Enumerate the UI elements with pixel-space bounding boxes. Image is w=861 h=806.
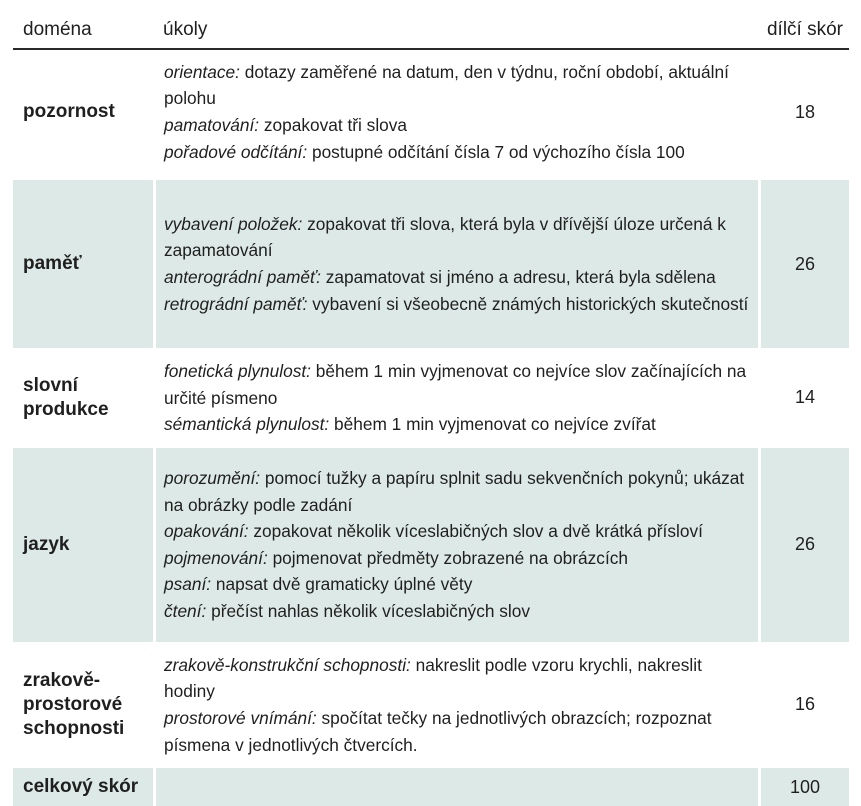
task-label: prostorové vnímání: [164,707,317,728]
task-item [164,705,752,758]
task-item [164,59,752,112]
task-label: čtení: [164,600,207,621]
task-description: během 1 min vyjmenovat co nejvíce slov začínajících na určité písmeno [164,361,747,408]
task-label: anterográdní paměť: [164,267,321,287]
task-item [164,545,752,572]
header-tasks: úkoly [153,12,761,50]
task-item [164,291,752,318]
total-label: celkový skór [13,768,153,806]
task-description: dotazy zaměřené na datum, den v týdnu, roční období, aktuální polohu [164,61,729,109]
task-label: sémantická plynulost: [164,414,330,435]
task-label: fonetická plynulost: [164,361,311,381]
score-cell: 16 [794,694,816,715]
score-cell: 26 [761,180,849,348]
task-description: během 1 min vyjmenovat co nejvíce zvířat [329,414,656,435]
tasks-cell [153,448,761,642]
task-label: retrográdní paměť: [164,293,308,314]
tasks-cell [153,180,761,348]
task-label: opakování: [164,521,249,542]
task-label: orientace: [164,61,240,82]
score-cell: 26 [761,448,849,642]
total-score: 100 [761,768,849,806]
task-label: vybavení položek: [164,213,303,234]
task-item [164,465,752,518]
domains-table [13,12,849,806]
cognitive-domains-table [13,12,849,806]
task-item [164,598,752,625]
domain-cell: pozornost [23,101,115,122]
task-description: napsat dvě gramaticky úplné věty [211,574,473,595]
table-body [13,50,849,806]
task-description: zopakovat tři slova, která byla v dřívější úloze určená k zapamatování [164,213,726,261]
table-row [13,50,849,174]
score-cell: 18 [794,101,816,122]
task-item [164,358,752,411]
tasks-cell [153,354,761,442]
task-item [164,112,752,139]
domain-cell: zrakově-prostorové schopnosti [23,669,125,739]
task-description: zapamatovat si jméno a adresu, která byla sdělena [320,267,716,287]
task-item [164,652,752,705]
task-item [164,571,752,598]
total-tasks-empty [153,768,761,806]
domain-cell: jazyk [13,448,153,642]
domain-cell: slovní produkce [23,374,109,420]
task-label: porozumění: [164,468,261,488]
task-item [164,211,752,264]
task-item [164,264,752,291]
score-cell: 14 [794,387,816,408]
task-item [164,139,752,166]
task-label: psaní: [164,574,212,595]
task-description: přečíst nahlas několik víceslabičných slov [206,600,530,621]
table-row [13,180,849,348]
table-row [13,354,849,442]
header-score: dílčí skór [761,12,849,50]
task-description: zopakovat několik víceslabičných slov a dvě krátká přísloví [248,521,703,542]
task-description: zopakovat tři slova [259,115,408,135]
tasks-cell [153,648,761,762]
task-item [164,411,752,438]
tasks-cell [153,50,761,174]
task-description: vybavení si všeobecně známých historických skutečností [307,293,749,314]
task-description: spočítat tečky na jednotlivých obrazcích; rozpoznat písmena v jednotlivých čtvercích. [164,707,712,755]
task-label: zrakově-konstrukční schopnosti: [164,654,411,675]
table-row [13,648,849,762]
task-label: pamatování: [164,115,260,135]
task-label: pořadové odčítání: [164,141,308,162]
header-row [13,12,849,50]
task-label: pojmenování: [164,547,268,568]
total-row [13,768,849,806]
table-row [13,448,849,642]
task-item [164,518,752,545]
task-description: pojmenovat předměty zobrazené na obrázcích [267,547,628,568]
task-description: pomocí tužky a papíru splnit sadu sekvenčních pokynů; ukázat na obrázky podle zadání [164,468,745,515]
header-domain: doména [13,12,153,50]
domain-cell: paměť [13,180,153,348]
task-description: postupné odčítání čísla 7 od výchozího čísla 100 [307,141,685,162]
task-description: nakreslit podle vzoru krychli, nakreslit hodiny [164,654,702,702]
